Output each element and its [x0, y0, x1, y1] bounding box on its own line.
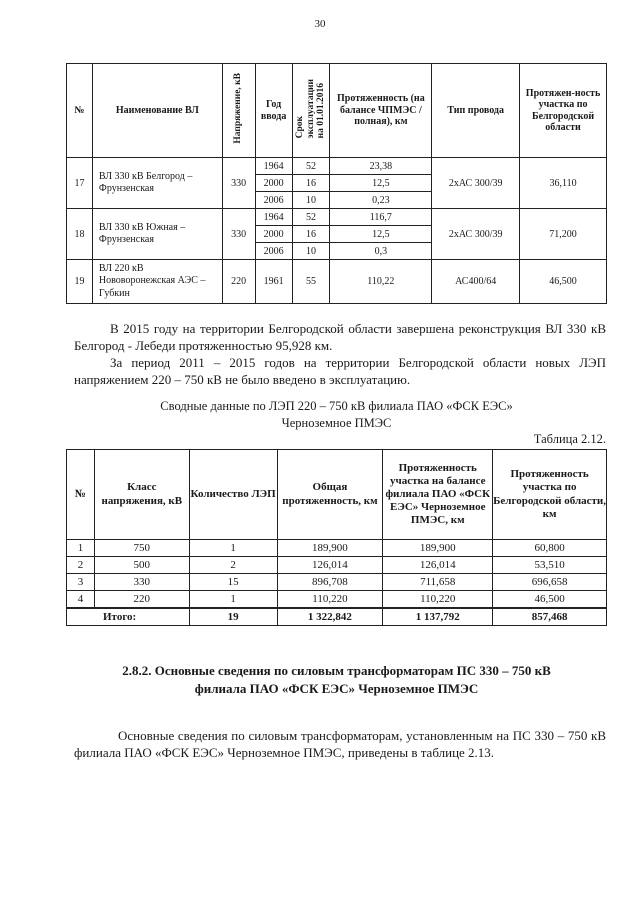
row-num: 17	[67, 158, 93, 209]
region-length: 696,658	[493, 574, 607, 591]
region-length: 60,800	[493, 540, 607, 557]
row-num: 3	[67, 574, 95, 591]
table-row	[67, 260, 607, 304]
header-name: Наименование ВЛ	[92, 64, 222, 158]
year: 2000	[255, 175, 292, 192]
voltage: 330	[222, 158, 255, 209]
service: 52	[292, 209, 330, 226]
total-length: 896,708	[277, 574, 383, 591]
wire-type: 2хАС 300/39	[432, 158, 520, 209]
length: 0,23	[330, 192, 432, 209]
table2-title-line2: Черноземное ПМЭС	[281, 416, 392, 430]
total-balance-length: 1 137,792	[383, 608, 493, 626]
paragraph-transformers: Основные сведения по силовым трансформаторам, установленным на ПС 330 – 750 кВ филиала ПАО «ФСК ЕЭС» Черноземное ПМЭС, приведены в таблице 2.13.	[74, 728, 606, 760]
wire-type: 2хАС 300/39	[432, 209, 520, 260]
summary-table	[66, 449, 607, 626]
header-class: Класс напряжения, кВ	[94, 450, 189, 540]
service: 16	[292, 226, 330, 243]
length: 23,38	[330, 158, 432, 175]
year: 2006	[255, 243, 292, 260]
line-name: ВЛ 220 кВ Нововоронежская АЭС – Губкин	[92, 260, 222, 304]
service: 10	[292, 243, 330, 260]
page-number: 30	[314, 18, 326, 30]
voltage-class: 330	[94, 574, 189, 591]
header-num: №	[67, 450, 95, 540]
year: 1964	[255, 158, 292, 175]
year: 1961	[255, 260, 292, 304]
year: 2006	[255, 192, 292, 209]
row-num: 2	[67, 557, 95, 574]
wire-type: АС400/64	[432, 260, 520, 304]
header-balance: Протяженность участка на балансе филиала ПАО «ФСК ЕЭС» Черноземное ПМЭС, км	[383, 450, 493, 540]
row-num: 1	[67, 540, 95, 557]
length: 12,5	[330, 175, 432, 192]
region-length: 46,500	[493, 591, 607, 609]
header-region-length: Протяжен-ность участка по Белгородской области	[520, 64, 607, 158]
length: 110,22	[330, 260, 432, 304]
table-row	[67, 574, 607, 591]
voltage: 330	[222, 209, 255, 260]
header-voltage: Напряжение, кВ	[222, 64, 255, 158]
paragraph-no-new-lines: За период 2011 – 2015 годов на территории Белгородской области новых ЛЭП напряжением 220 – 750 кВ не было введено в эксплуатацию.	[74, 355, 606, 387]
service: 10	[292, 192, 330, 209]
total-region-length: 857,468	[493, 608, 607, 626]
balance-length: 126,014	[383, 557, 493, 574]
header-total: Общая протяженность, км	[277, 450, 383, 540]
region-length: 36,110	[520, 158, 607, 209]
region-length: 53,510	[493, 557, 607, 574]
table-row	[67, 540, 607, 557]
length: 12,5	[330, 226, 432, 243]
total-row	[67, 608, 607, 626]
service: 16	[292, 175, 330, 192]
table-row	[67, 158, 607, 175]
row-num: 18	[67, 209, 93, 260]
total-label: Итого:	[67, 608, 190, 626]
region-length: 46,500	[520, 260, 607, 304]
table2-title-line1: Сводные данные по ЛЭП 220 – 750 кВ филиала ПАО «ФСК ЕЭС»	[160, 399, 513, 413]
transmission-lines-table	[66, 63, 607, 304]
header-count: Количество ЛЭП	[189, 450, 277, 540]
header-num: №	[67, 64, 93, 158]
voltage-class: 750	[94, 540, 189, 557]
line-count: 1	[189, 540, 277, 557]
header-service: Срокэксплуатациина 01.01.2016	[292, 64, 330, 158]
row-num: 19	[67, 260, 93, 304]
section-heading-line2: филиала ПАО «ФСК ЕЭС» Черноземное ПМЭС	[194, 681, 479, 696]
total-length: 189,900	[277, 540, 383, 557]
total-total-length: 1 322,842	[277, 608, 383, 626]
voltage-class: 500	[94, 557, 189, 574]
line-count: 15	[189, 574, 277, 591]
service: 52	[292, 158, 330, 175]
length: 0,3	[330, 243, 432, 260]
header-year: Год ввода	[255, 64, 292, 158]
balance-length: 189,900	[383, 540, 493, 557]
line-count: 1	[189, 591, 277, 609]
table-row	[67, 209, 607, 226]
header-region: Протяженность участка по Белгородской области, км	[493, 450, 607, 540]
region-length: 71,200	[520, 209, 607, 260]
header-length: Протяженность (на балансе ЧПМЭС / полная), км	[330, 64, 432, 158]
total-length: 126,014	[277, 557, 383, 574]
line-name: ВЛ 330 кВ Белгород – Фрунзенская	[92, 158, 222, 209]
row-num: 4	[67, 591, 95, 609]
line-count: 2	[189, 557, 277, 574]
length: 116,7	[330, 209, 432, 226]
voltage: 220	[222, 260, 255, 304]
table-row	[67, 557, 607, 574]
year: 2000	[255, 226, 292, 243]
header-wire: Тип провода	[432, 64, 520, 158]
voltage-class: 220	[94, 591, 189, 609]
balance-length: 711,658	[383, 574, 493, 591]
line-name: ВЛ 330 кВ Южная – Фрунзенская	[92, 209, 222, 260]
service: 55	[292, 260, 330, 304]
year: 1964	[255, 209, 292, 226]
table-row	[67, 591, 607, 609]
paragraph-reconstruction: В 2015 году на территории Белгородской области завершена реконструкция ВЛ 330 кВ Белгород - Лебеди протяженностью 95,928 км.	[74, 321, 606, 353]
balance-length: 110,220	[383, 591, 493, 609]
section-heading-line1: 2.8.2. Основные сведения по силовым трансформаторам ПС 330 – 750 кВ	[122, 663, 551, 678]
total-length: 110,220	[277, 591, 383, 609]
table2-label: Таблица 2.12.	[533, 432, 606, 446]
total-count: 19	[189, 608, 277, 626]
